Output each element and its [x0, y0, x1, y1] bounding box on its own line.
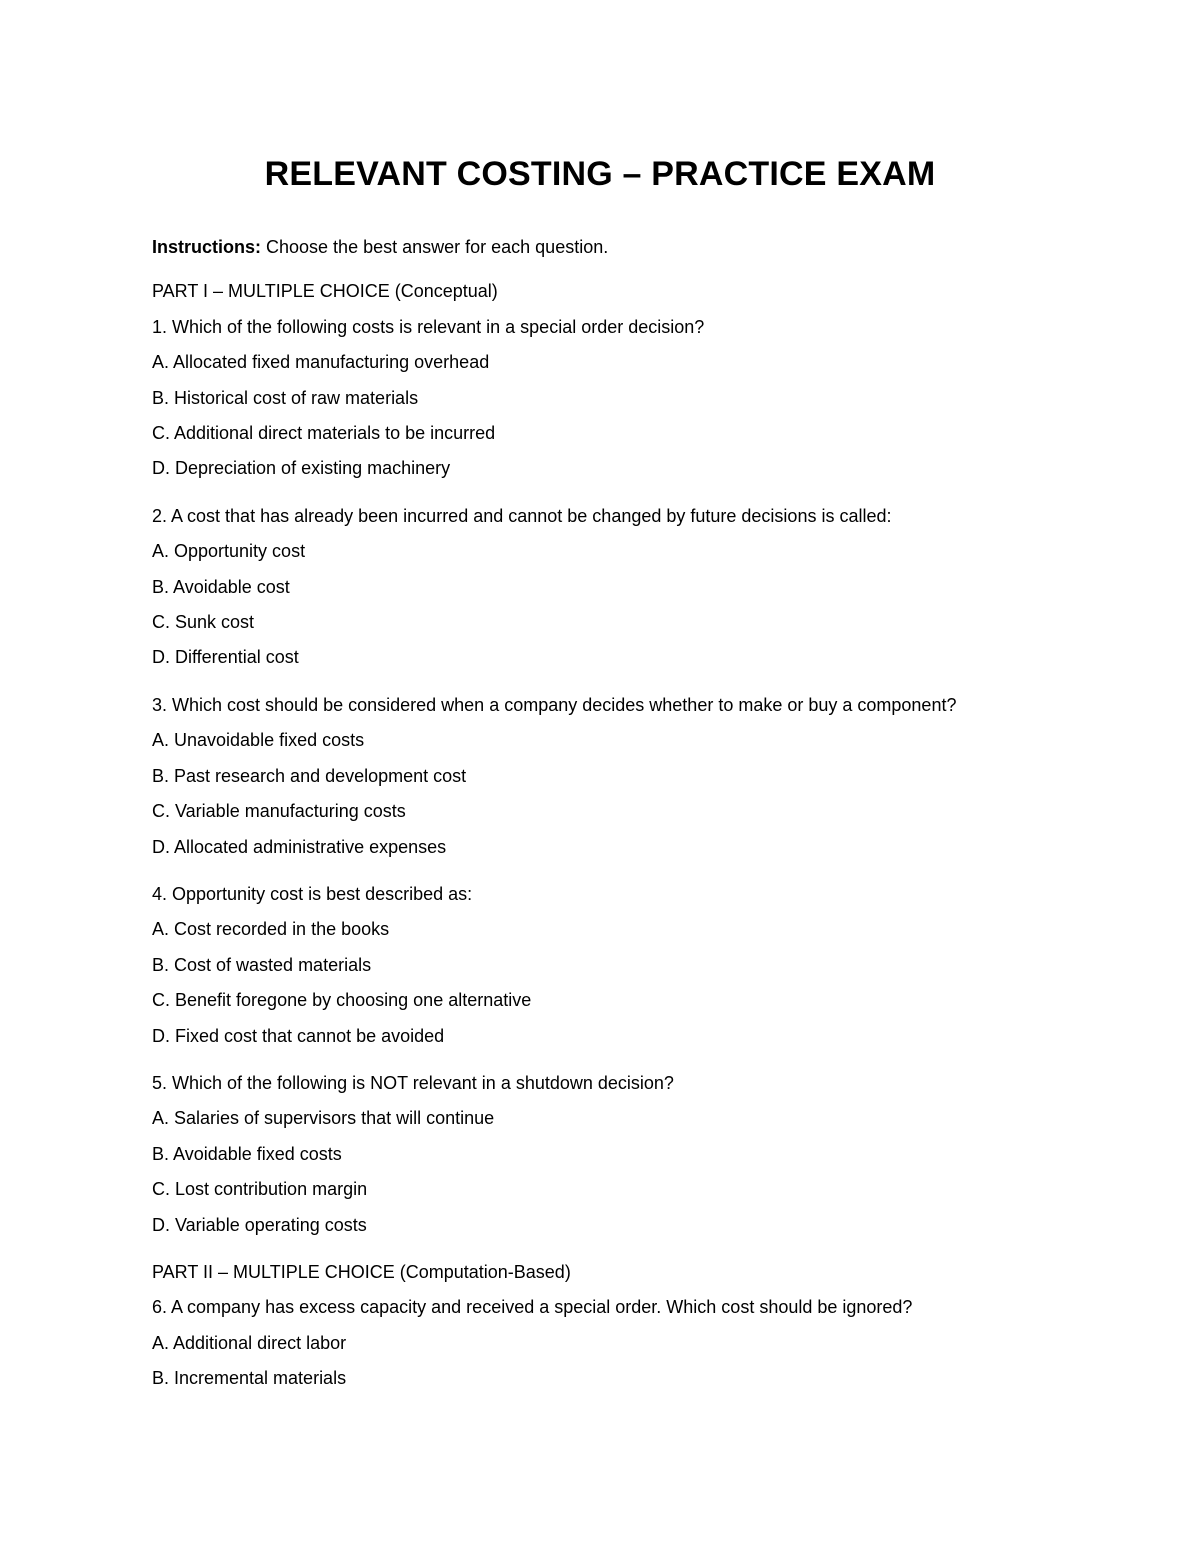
answer-option: B. Avoidable cost — [152, 576, 290, 597]
question-text: 4. Opportunity cost is best described as: — [152, 883, 473, 904]
answer-option: A. Cost recorded in the books — [152, 919, 390, 940]
question-3 — [152, 688, 1072, 865]
answer-option: D. Allocated administrative expenses — [152, 836, 447, 857]
instructions-text: Choose the best answer for each question. — [261, 237, 609, 257]
question-2 — [152, 499, 1072, 676]
answer-option: C. Benefit foregone by choosing one alternative — [152, 990, 532, 1011]
answer-option: B. Past research and development cost — [152, 765, 467, 786]
answer-option: D. Differential cost — [152, 647, 299, 668]
answer-option: D. Fixed cost that cannot be avoided — [152, 1025, 445, 1046]
instructions — [152, 230, 1072, 265]
question-text: 3. Which cost should be considered when a company decides whether to make or buy a component? — [152, 694, 957, 715]
document-body — [152, 230, 1072, 1409]
answer-option: D. Variable operating costs — [152, 1214, 367, 1235]
part-1 — [152, 274, 1072, 1243]
question-5 — [152, 1066, 1072, 1243]
answer-option: D. Depreciation of existing machinery — [152, 458, 451, 479]
part-heading: PART I – MULTIPLE CHOICE (Conceptual) — [152, 281, 498, 302]
answer-option: B. Cost of wasted materials — [152, 954, 372, 975]
answer-option: B. Historical cost of raw materials — [152, 387, 419, 408]
part-heading: PART II – MULTIPLE CHOICE (Computation-Based) — [152, 1261, 571, 1282]
question-4 — [152, 877, 1072, 1054]
answer-option: B. Avoidable fixed costs — [152, 1143, 342, 1164]
answer-option: A. Opportunity cost — [152, 541, 306, 562]
question-text: 6. A company has excess capacity and received a special order. Which cost should be ignored? — [152, 1297, 913, 1318]
answer-option: C. Variable manufacturing costs — [152, 801, 406, 822]
answer-option: A. Salaries of supervisors that will continue — [152, 1108, 495, 1129]
part-2 — [152, 1255, 1072, 1397]
document-title: RELEVANT COSTING – PRACTICE EXAM — [264, 155, 936, 193]
answer-option: A. Unavoidable fixed costs — [152, 730, 365, 751]
question-text: 2. A cost that has already been incurred and cannot be changed by future decisions is called: — [152, 505, 892, 526]
answer-option: C. Sunk cost — [152, 612, 255, 633]
answer-option: B. Incremental materials — [152, 1368, 347, 1389]
answer-option: A. Additional direct labor — [152, 1332, 347, 1353]
question-text: 1. Which of the following costs is relevant in a special order decision? — [152, 316, 705, 337]
question-text: 5. Which of the following is NOT relevant in a shutdown decision? — [152, 1072, 674, 1093]
answer-option: C. Additional direct materials to be incurred — [152, 423, 496, 444]
answer-option: A. Allocated fixed manufacturing overhead — [152, 352, 490, 373]
instructions-label: Instructions: — [152, 237, 262, 257]
question-1 — [152, 310, 1072, 487]
question-6 — [152, 1290, 1072, 1396]
answer-option: C. Lost contribution margin — [152, 1179, 368, 1200]
